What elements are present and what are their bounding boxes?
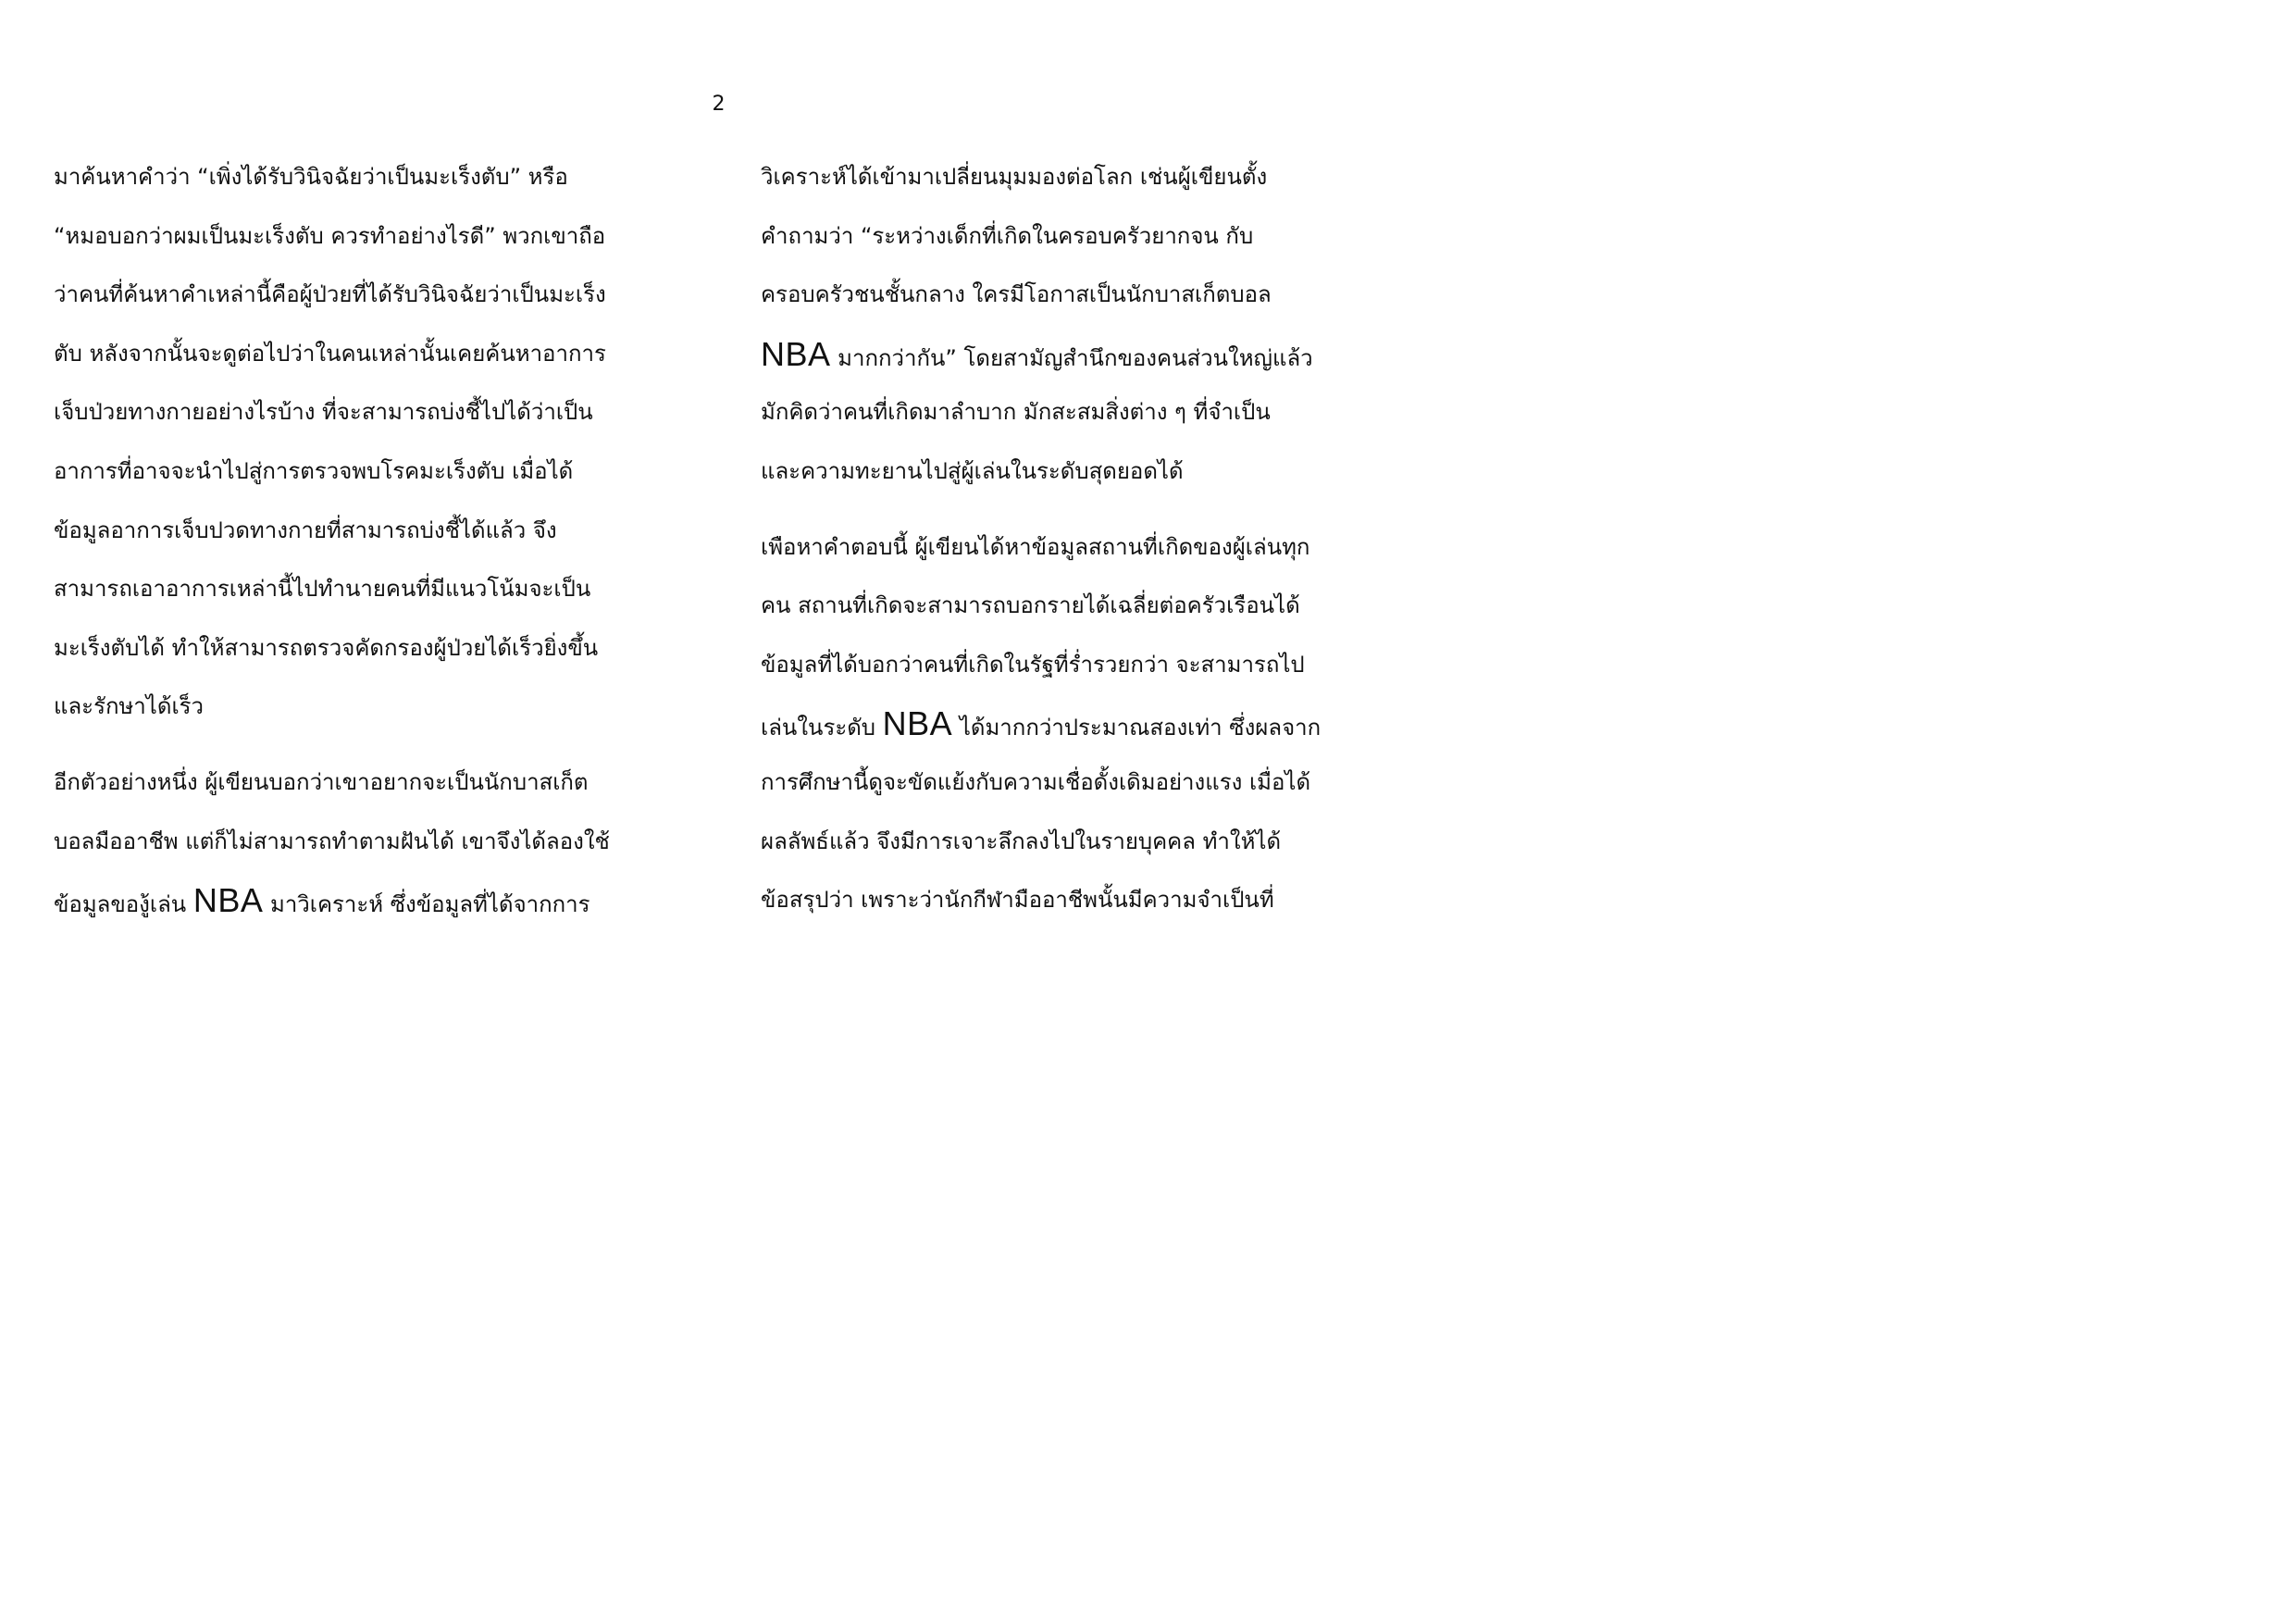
text-line: เจ็บป่วยทางกายอย่างไรบ้าง ที่จะสามารถบ่งชี้ไปได้ว่าเป็น <box>54 399 593 426</box>
text-line: ผลลัพธ์แล้ว จึงมีการเจาะลึกลงไปในรายบุคคล ทำให้ได้ <box>761 828 1282 854</box>
nba-term: NBA <box>192 881 264 920</box>
text-line: และความทะยานไปสู่ผู้เล่นในระดับสุดยอดได้ <box>761 457 1184 484</box>
text-line: บอลมืออาชีพ แต่ก็ไม่สามารถทำตามฝันได้ เขาจึงได้ลองใช้ <box>54 828 610 854</box>
page-number: 2 <box>712 93 726 116</box>
text-line: ว่าคนที่ค้นหาคำเหล่านี้คือผู้ป่วยที่ได้รับวินิจฉัยว่าเป็นมะเร็ง <box>54 281 606 308</box>
paragraph <box>54 753 674 930</box>
text-line: เพือหาคำตอบนี้ ผู้เขียนได้หาข้อมูลสถานที่เกิดของผู้เล่นทุก <box>761 533 1310 560</box>
paragraph <box>761 518 1390 930</box>
text-line: ตับ หลังจากนั้นจะดูต่อไปว่าในคนเหล่านั้นเคยค้นหาอาการ <box>54 340 606 367</box>
text-line: มาค้นหาคำว่า “เพิ่งได้รับวินิจฉัยว่าเป็นมะเร็งตับ” หรือ <box>54 164 568 190</box>
text-line: ข้อสรุปว่า เพราะว่านักกีฬามืออาชีพนั้นมีความจำเป็นที่ <box>761 887 1274 914</box>
text-line: อีกตัวอย่างหนึ่ง ผู้เขียนบอกว่าเขาอยากจะเป็นนักบาสเก็ต <box>54 768 589 795</box>
right-column <box>761 148 1390 947</box>
text-line: “หมอบอกว่าผมเป็นมะเร็งตับ ควรทำอย่างไรดี” พวกเขาถือ <box>54 222 606 249</box>
text-line: คำถามว่า “ระหว่างเด็กที่เกิดในครอบครัวยากจน กับ <box>761 222 1254 249</box>
nba-term: NBA <box>882 704 953 743</box>
text-line: คน สถานที่เกิดจะสามารถบอกรายได้เฉลี่ยต่อครัวเรือนได้ <box>761 592 1300 619</box>
text-line: เล่นในระดับ NBA ได้มากกว่าประมาณสองเท่า ซึ่งผลจาก <box>761 704 1322 743</box>
text-line: ข้อมูลอาการเจ็บปวดทางกายที่สามารถบ่งชี้ได้แล้ว จึง <box>54 517 557 543</box>
text-line: ครอบครัวชนชั้นกลาง ใครมีโอกาสเป็นนักบาสเก็ตบอล <box>761 281 1272 308</box>
text-line: วิเคราะห์ได้เข้ามาเปลี่ยนมุมมองต่อโลก เช่นผู้เขียนตั้ง <box>761 164 1268 190</box>
left-column <box>54 148 674 947</box>
text-line: อาการที่อาจจะนำไปสู่การตรวจพบโรคมะเร็งตับ เมื่อได้ <box>54 457 574 484</box>
nba-term: NBA <box>761 334 831 373</box>
paragraph <box>54 148 674 737</box>
text-line: มักคิดว่าคนที่เกิดมาลำบาก มักสะสมสิ่งต่าง ๆ ที่จำเป็น <box>761 399 1271 426</box>
text-line: สามารถเอาอาการเหล่านี้ไปทำนายคนที่มีแนวโน้มจะเป็น <box>54 576 591 603</box>
text-line: ข้อมูลของู้เล่น NBA มาวิเคราะห์ ซึ่งข้อมูลที่ได้จากการ <box>54 881 590 920</box>
paragraph <box>761 148 1390 502</box>
text-line: และรักษาได้เร็ว <box>54 693 205 720</box>
text-line: ข้อมูลที่ได้บอกว่าคนที่เกิดในรัฐที่ร่ำรวยกว่า จะสามารถไป <box>761 651 1305 678</box>
text-line: การศึกษานี้ดูจะขัดแย้งกับความเชื่อดั้งเดิมอย่างแรง เมื่อได้ <box>761 768 1311 795</box>
text-line: มะเร็งตับได้ ทำให้สามารถตรวจคัดกรองผู้ป่วยได้เร็วยิ่งขึ้น <box>54 634 599 661</box>
text-line: NBA มากกว่ากัน” โดยสามัญสำนึกของคนส่วนใหญ่แล้ว <box>761 334 1313 373</box>
